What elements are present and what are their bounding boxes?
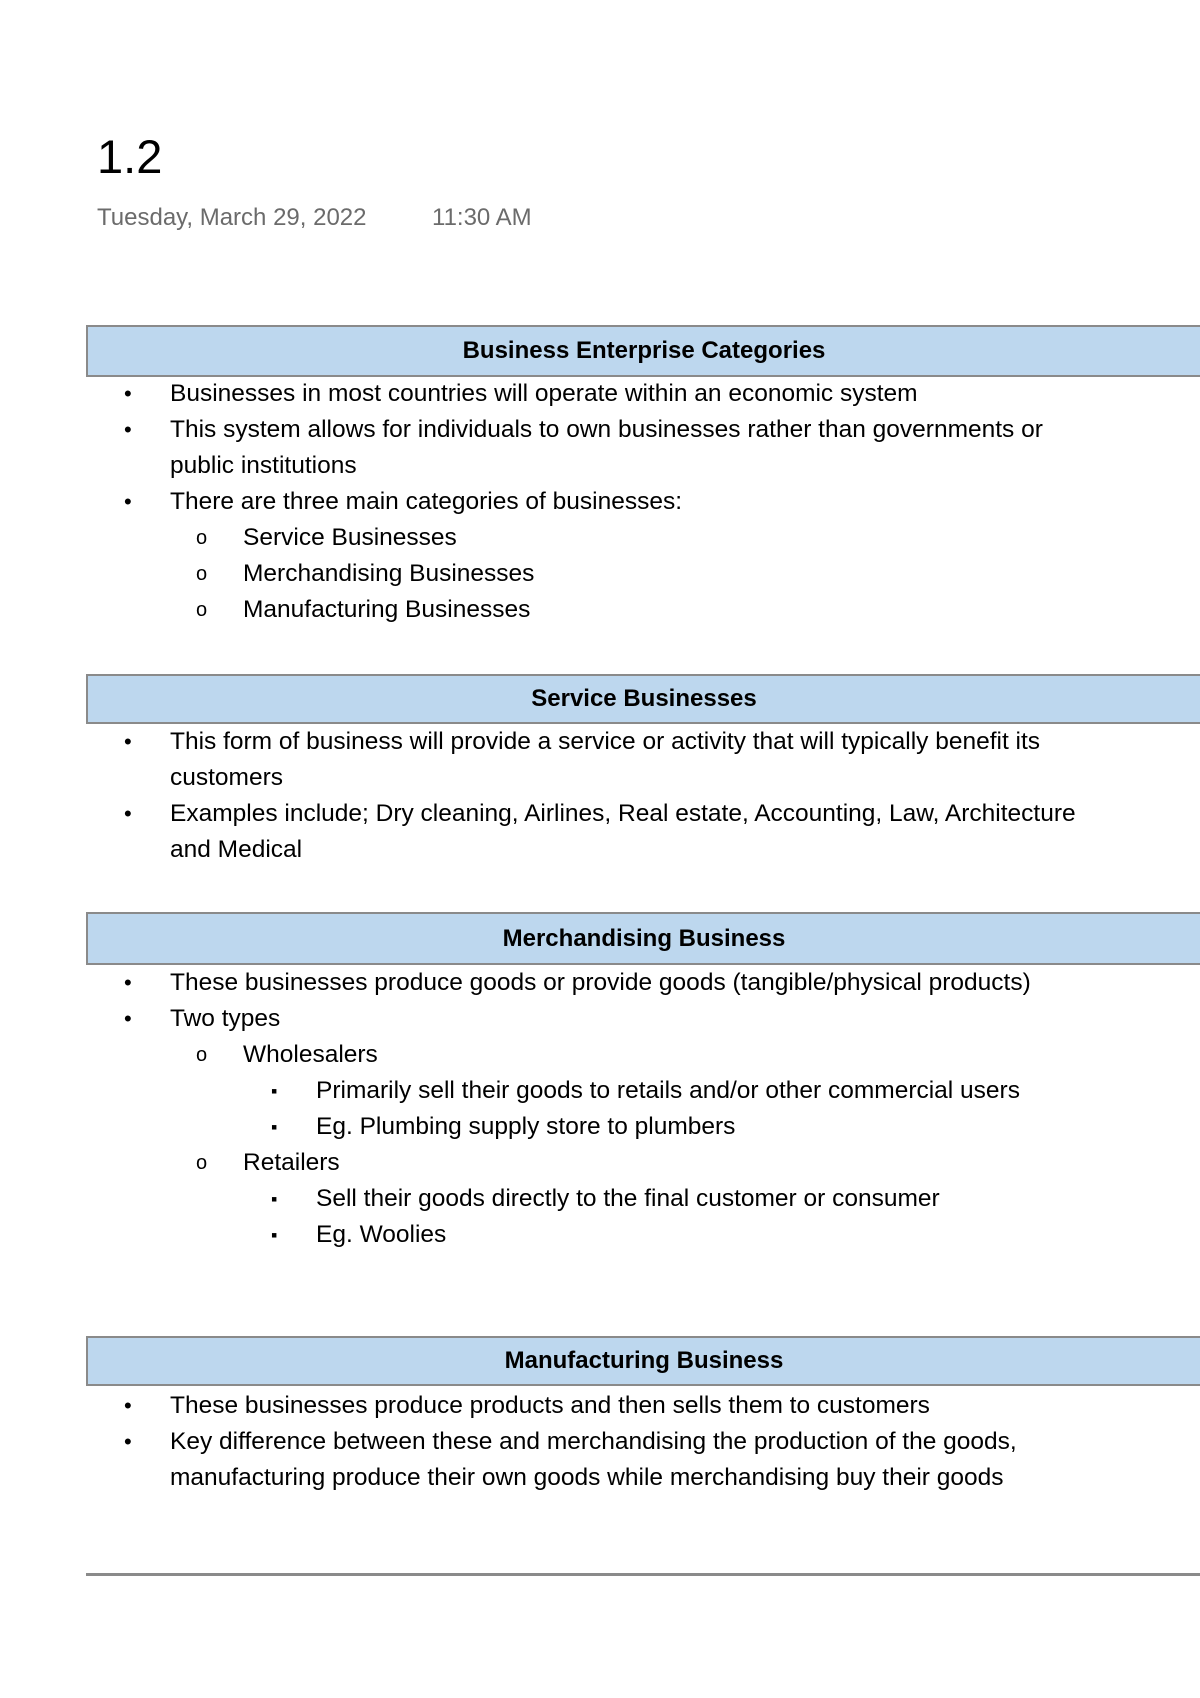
bullet-icon: • (124, 1006, 132, 1031)
bullet-icon: • (124, 417, 132, 442)
page-title: 1.2 (97, 130, 163, 183)
square-bullet-icon: ▪ (271, 1081, 278, 1101)
bullet-list (86, 376, 1200, 628)
list-subitem: o Retailers (86, 1145, 1200, 1181)
list-item: • These businesses produce goods or provide goods (tangible/physical products) (86, 965, 1200, 1001)
list-subitem: o Merchandising Businesses (86, 556, 1200, 592)
page-time: 11:30 AM (432, 204, 532, 231)
section-business-enterprise-categories (86, 325, 1200, 628)
section-heading: Service Businesses (86, 674, 1200, 724)
list-subsubitem: ▪ Eg. Woolies (86, 1217, 1200, 1253)
section-merchandising-business (86, 912, 1200, 1253)
list-item: • Examples include; Dry cleaning, Airlines, Real estate, Accounting, Law, Architecture and Medical (86, 796, 1200, 868)
list-subitem: o Wholesalers (86, 1037, 1200, 1073)
bullet-icon: • (124, 1429, 132, 1454)
list-item: • There are three main categories of businesses: (86, 484, 1200, 520)
circle-bullet-icon: o (196, 1044, 208, 1066)
list-item: • This form of business will provide a service or activity that will typically benefit its customers (86, 724, 1200, 796)
list-item: • This system allows for individuals to own businesses rather than governments or public institutions (86, 412, 1200, 484)
section-service-businesses (86, 674, 1200, 868)
list-item: • These businesses produce products and then sells them to customers (86, 1388, 1200, 1424)
bullet-icon: • (124, 1393, 132, 1418)
list-subsubitem: ▪ Sell their goods directly to the final customer or consumer (86, 1181, 1200, 1217)
square-bullet-icon: ▪ (271, 1225, 278, 1245)
list-subsubitem: ▪ Primarily sell their goods to retails and/or other commercial users (86, 1073, 1200, 1109)
bullet-list (86, 1388, 1200, 1496)
bullet-icon: • (124, 729, 132, 754)
page-date: Tuesday, March 29, 2022 (97, 204, 367, 231)
section-heading: Merchandising Business (86, 912, 1200, 965)
circle-bullet-icon: o (196, 1152, 208, 1174)
bullet-icon: • (124, 801, 132, 826)
list-item: • Key difference between these and merchandising the production of the goods, manufacturing produce their own goods while merchandising buy their goods (86, 1424, 1200, 1496)
bullet-list (86, 724, 1200, 868)
list-item: • Businesses in most countries will operate within an economic system (86, 376, 1200, 412)
bottom-divider (86, 1573, 1200, 1576)
square-bullet-icon: ▪ (271, 1189, 278, 1209)
bullet-icon: • (124, 489, 132, 514)
bullet-icon: • (124, 970, 132, 995)
list-subsubitem: ▪ Eg. Plumbing supply store to plumbers (86, 1109, 1200, 1145)
section-heading: Business Enterprise Categories (86, 325, 1200, 377)
section-heading: Manufacturing Business (86, 1336, 1200, 1386)
list-item: • Two types (86, 1001, 1200, 1037)
list-subitem: o Service Businesses (86, 520, 1200, 556)
square-bullet-icon: ▪ (271, 1117, 278, 1137)
list-subitem: o Manufacturing Businesses (86, 592, 1200, 628)
circle-bullet-icon: o (196, 599, 208, 621)
bullet-icon: • (124, 381, 132, 406)
section-manufacturing-business (86, 1336, 1200, 1496)
circle-bullet-icon: o (196, 563, 208, 585)
bullet-list (86, 965, 1200, 1253)
circle-bullet-icon: o (196, 527, 208, 549)
